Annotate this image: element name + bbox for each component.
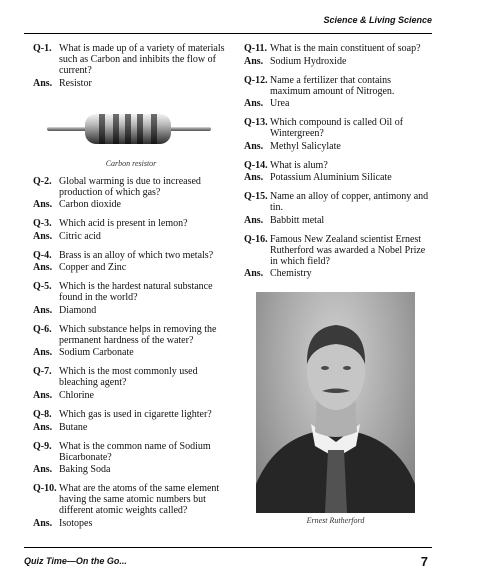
answer-5 — [33, 305, 229, 316]
answer-10 — [33, 518, 229, 529]
resistor-body — [85, 114, 171, 144]
question-label: Q-10. — [33, 483, 57, 495]
answer-14 — [244, 172, 432, 183]
page-number: 7 — [420, 554, 428, 569]
answer-text: Babbitt metal — [270, 214, 325, 226]
answer-text: Sodium Carbonate — [59, 347, 134, 359]
question-label: Q-7. — [33, 366, 52, 378]
question-label: Q-3. — [33, 218, 52, 230]
question-2 — [33, 176, 229, 198]
left-column — [33, 43, 229, 530]
answer-label: Ans. — [33, 304, 53, 316]
answer-12 — [244, 98, 432, 109]
question-text: Which substance helps in removing the permanent hardness of the water? — [59, 323, 217, 346]
answer-15 — [244, 215, 432, 226]
answer-4 — [33, 262, 229, 273]
answer-text: Chlorine — [59, 389, 94, 401]
question-9 — [33, 441, 229, 463]
question-text: What is the main constituent of soap? — [270, 43, 421, 54]
question-text: Which gas is used in cigarette lighter? — [59, 409, 212, 421]
question-label: Q-13. — [244, 117, 268, 129]
question-text: What is made up of a variety of materials such as Carbon and inhibits the flow of current? — [59, 43, 225, 76]
answer-text: Potassium Aluminium Silicate — [270, 172, 392, 184]
question-text: Name a fertilizer that contains maximum amount of Nitrogen. — [270, 74, 395, 97]
question-label: Q-6. — [33, 323, 52, 335]
question-text: Which compound is called Oil of Wintergreen? — [270, 117, 404, 140]
question-text: Which is the most commonly used bleaching agent? — [59, 366, 198, 389]
question-label: Q-11. — [244, 43, 268, 54]
answer-text: Isotopes — [59, 517, 93, 529]
question-label: Q-2. — [33, 175, 52, 187]
question-11 — [244, 43, 432, 54]
answer-text: Diamond — [59, 304, 97, 316]
answer-text: Urea — [270, 98, 290, 110]
page-header — [24, 8, 432, 34]
question-label: Q-8. — [33, 409, 52, 421]
question-label: Q-14. — [244, 159, 268, 171]
resistor-band — [151, 114, 157, 144]
answer-label: Ans. — [33, 389, 53, 401]
rutherford-caption: Ernest Rutherford — [306, 516, 365, 525]
question-label: Q-5. — [33, 281, 52, 293]
answer-label: Ans. — [244, 55, 264, 67]
question-6 — [33, 324, 229, 346]
carbon-resistor-caption: Carbon resistor — [105, 158, 157, 168]
answer-label: Ans. — [33, 77, 53, 89]
answer-text: Copper and Zinc — [59, 262, 127, 274]
answer-2 — [33, 199, 229, 210]
question-text: What is alum? — [270, 159, 328, 171]
answer-text: Baking Soda — [59, 464, 111, 476]
resistor-band — [125, 114, 131, 144]
question-text: Brass is an alloy of which two metals? — [59, 249, 214, 261]
answer-text: Butane — [59, 421, 88, 433]
question-label: Q-9. — [33, 440, 52, 452]
answer-label: Ans. — [244, 172, 264, 184]
answer-label: Ans. — [33, 230, 53, 242]
answer-1 — [33, 78, 229, 89]
answer-text: Resistor — [59, 77, 92, 89]
answer-label: Ans. — [33, 421, 53, 433]
question-label: Q-15. — [244, 191, 268, 203]
question-14 — [244, 160, 432, 171]
answer-text: Methyl Salicylate — [270, 140, 341, 152]
resistor-lead-left — [47, 127, 89, 131]
resistor-lead-right — [167, 127, 211, 131]
answer-text: Carbon dioxide — [59, 199, 121, 210]
answer-label: Ans. — [33, 464, 53, 476]
question-text: Which is the hardest natural substance found in the world? — [59, 281, 213, 304]
answer-6 — [33, 347, 229, 358]
answer-text: Citric acid — [59, 230, 101, 242]
portrait-image — [256, 292, 415, 513]
answer-label: Ans. — [244, 268, 264, 280]
resistor-band — [99, 114, 105, 144]
answer-16 — [244, 268, 432, 279]
question-text: What are the atoms of the same element having the same atomic numbers but different atomic weights called? — [59, 483, 220, 517]
answer-label: Ans. — [244, 214, 264, 226]
carbon-resistor-image — [33, 97, 229, 155]
answer-8 — [33, 422, 229, 433]
question-4 — [33, 250, 229, 261]
answer-11 — [244, 56, 432, 67]
question-13 — [244, 117, 432, 139]
answer-7 — [33, 390, 229, 401]
answer-label: Ans. — [33, 199, 53, 210]
footer-title: Quiz Time—On the Go... — [24, 556, 127, 566]
resistor-band — [137, 114, 143, 144]
question-8 — [33, 409, 229, 420]
question-16 — [244, 234, 432, 267]
answer-label: Ans. — [33, 517, 53, 529]
question-label: Q-1. — [33, 43, 52, 54]
question-label: Q-12. — [244, 74, 268, 86]
answer-3 — [33, 231, 229, 242]
question-3 — [33, 218, 229, 229]
question-7 — [33, 366, 229, 388]
answer-label: Ans. — [244, 98, 264, 110]
question-text: Famous New Zealand scientist Ernest Rutherford was awarded a Nobel Prize in which field? — [270, 233, 426, 267]
answer-9 — [33, 464, 229, 475]
answer-text: Chemistry — [270, 268, 312, 280]
question-5 — [33, 281, 229, 303]
right-column — [244, 43, 432, 281]
answer-label: Ans. — [33, 347, 53, 359]
question-15 — [244, 191, 432, 213]
question-label: Q-4. — [33, 249, 52, 261]
question-1 — [33, 43, 229, 76]
carbon-resistor-figure — [33, 97, 229, 169]
question-text: Name an alloy of copper, antimony and tin. — [270, 191, 429, 214]
answer-label: Ans. — [244, 140, 264, 152]
question-10 — [33, 483, 229, 516]
answer-label: Ans. — [33, 262, 53, 274]
question-12 — [244, 75, 432, 97]
answer-13 — [244, 141, 432, 152]
answer-text: Sodium Hydroxide — [270, 55, 347, 67]
question-text: What is the common name of Sodium Bicarbonate? — [59, 440, 211, 463]
resistor-band — [113, 114, 119, 144]
header-title: Science & Living Science — [323, 15, 432, 25]
rutherford-portrait — [256, 292, 415, 513]
page-footer — [24, 547, 432, 569]
question-label: Q-16. — [244, 233, 268, 245]
question-text: Global warming is due to increased production of which gas? — [59, 175, 201, 198]
question-text: Which acid is present in lemon? — [59, 218, 188, 230]
